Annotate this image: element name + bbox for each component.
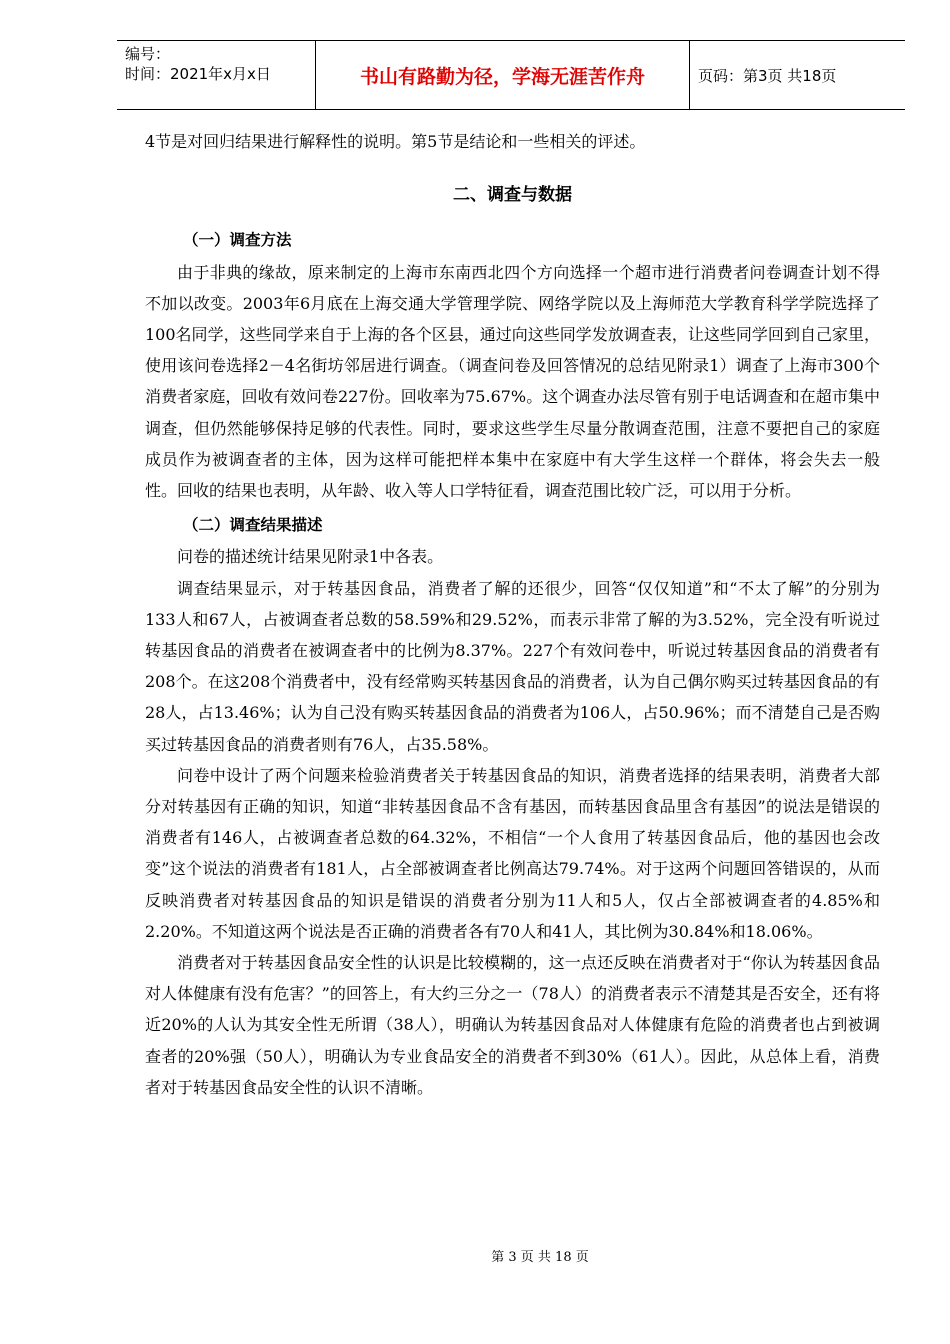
page-header [117, 40, 905, 110]
header-number: 编号： [125, 45, 171, 63]
header-motto: 书山有路勤为径，学海无涯苦作舟 [316, 41, 690, 109]
paragraph-results-3: 问卷中设计了两个问题来检验消费者关于转基因食品的知识，消费者选择的结果表明，消费者大部分对转基因有正确的知识，知道“非转基因食品不含有基因，而转基因食品里含有基因”的说法是错误的消费者有146人，占被调查者总数的64.32%，不相信“一个人食用了转基因食品后，他的基因也会改变”这个说法的消费者有181人，占全部被调查者比例高达79.74%。对于这两个问题回答错误的，从而反映消费者对转基因食品的知识是错误的消费者分别为11人和5人，仅占全部被调查者的4.85%和2.20%。不知道这两个说法是否正确的消费者各有70人和41人，其比例为30.84%和18.06%。 [145, 765, 880, 941]
header-meta [117, 41, 316, 109]
header-time: 时间：2021年x月x日 [125, 65, 271, 83]
page-footer: 第 3 页 共 18 页 [491, 1250, 589, 1265]
header-page-info: 页码：第3页 共18页 [698, 66, 837, 85]
section-title: 二、调查与数据 [453, 185, 572, 206]
paragraph-results-4: 消费者对于转基因食品安全性的认识是比较模糊的，这一点还反映在消费者对于“你认为转基因食品对人体健康有没有危害？”的回答上，有大约三分之一（78人）的消费者表示不清楚其是否安全，还有将近20%的人认为其安全性无所谓（38人），明确认为转基因食品对人体健康有危险的消费者也占到被调查者的20%强（50人），明确认为专业食品安全的消费者不到30%（61人）。因此，从总体上看，消费者对于转基因食品安全性的认识不清晰。 [145, 953, 880, 1097]
subsection-title-results: （二）调查结果描述 [183, 516, 323, 535]
document-body [145, 126, 880, 1103]
paragraph-method: 由于非典的缘故，原来制定的上海市东南西北四个方向选择一个超市进行消费者问卷调查计划不得不加以改变。2003年6月底在上海交通大学管理学院、网络学院以及上海师范大学教育科学学院选择了100名同学，这些同学来自于上海的各个区县，通过向这些同学发放调查表，让这些同学回到自己家里，使用该问卷选择2－4名街坊邻居进行调查。（调查问卷及回答情况的总结见附录1）调查了上海市300个消费者家庭，回收有效问卷227份。回收率为75.67%。这个调查办法尽管有别于电话调查和在超市集中调查，但仍然能够保持足够的代表性。同时，要求这些学生尽量分散调查范围，注意不要把自己的家庭成员作为被调查者的主体，因为这样可能把样本集中在家庭中有大学生这样一个群体，将会失去一般性。回收的结果也表明，从年龄、收入等人口学特征看，调查范围比较广泛，可以用于分析。 [145, 262, 880, 501]
paragraph-results-1: 问卷的描述统计结果见附录1中各表。 [177, 547, 444, 567]
paragraph-results-2: 调查结果显示，对于转基因食品，消费者了解的还很少，回答“仅仅知道”和“不太了解”的分别为133人和67人，占被调查者总数的58.59%和29.52%，而表示非常了解的为3.52%，完全没有听说过转基因食品的消费者在被调查者中的比例为8.37%。227个有效问卷中，听说过转基因食品的消费者有208个。在这208个消费者中，没有经常购买转基因食品的消费者，认为自己偶尔购买过转基因食品的有28人，占13.46%；认为自己没有购买转基因食品的消费者为106人，占50.96%；而不清楚自己是否购买过转基因食品的消费者则有76人，占35.58%。 [145, 578, 880, 754]
subsection-title-method: （一）调查方法 [183, 231, 292, 250]
intro-paragraph: 4节是对回归结果进行解释性的说明。第5节是结论和一些相关的评述。 [145, 132, 646, 151]
